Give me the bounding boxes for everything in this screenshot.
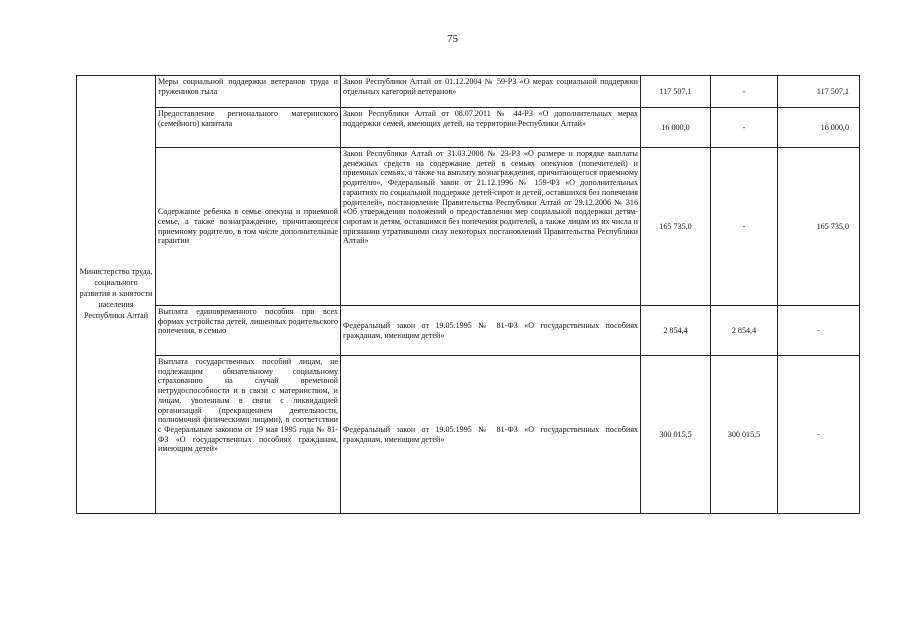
federal-cell: - <box>711 148 778 306</box>
ministry-cell <box>77 76 156 514</box>
table-row <box>77 76 860 108</box>
law-cell: Федеральный закон от 19.05.1995 № 81-ФЗ «О государственных пособиях гражданам, имеющим детей» <box>341 306 641 356</box>
budget-table <box>76 75 860 514</box>
regional-cell: - <box>778 356 860 514</box>
regional-cell: 165 735,0 <box>778 148 860 306</box>
regional-cell: - <box>778 306 860 356</box>
measure-cell: Выплата единовременного пособия при всех формах устройства детей, лишенных родительского попечения, в семью <box>156 306 341 356</box>
law-cell: Закон Республики Алтай от 08.07.2011 № 44-РЗ «О дополнительных мерах поддержки семей, имеющих детей, на территории Республики Алтай» <box>341 108 641 148</box>
total-cell: 165 735,0 <box>641 148 711 306</box>
total-cell: 2 854,4 <box>641 306 711 356</box>
law-cell: Закон Республики Алтай от 31.03.2008 № 23-РЗ «О размере и порядке выплаты денежных средств на содержание детей в семьях опекунов (попечителей) и приемных семьях, а также на выплату вознаграждения, причитающегося приемному родителю», Федеральный закон от 21.12.1996 № 159-ФЗ «О дополнительных гарантиях по социальной поддержке детей-сирот и детей, оставшихся без попечения родителей», постановление Правительства Республики Алтай от 29.12.2006 № 316 «Об утверждении положений о предоставлении мер социальной поддержки детям-сиротам и детям, оставшимся без попечения родителей, а также лицам из их числа и признании утратившими силу некоторых постановлений Правительства Республики Алтай» <box>341 148 641 306</box>
table-row <box>77 148 860 306</box>
federal-cell: 2 854,4 <box>711 306 778 356</box>
page-number: 75 <box>447 33 458 45</box>
total-cell: 16 000,0 <box>641 108 711 148</box>
federal-cell: - <box>711 108 778 148</box>
measure-cell: Предоставление регионального материнского (семейного) капитала <box>156 108 341 148</box>
table-row <box>77 306 860 356</box>
regional-cell: 16 000,0 <box>778 108 860 148</box>
table-row <box>77 356 860 514</box>
federal-cell: - <box>711 76 778 108</box>
table-row <box>77 108 860 148</box>
measure-cell: Меры социальной поддержки ветеранов труда и тружеников тыла <box>156 76 341 108</box>
regional-cell: 117 507,1 <box>778 76 860 108</box>
ministry-name: Министерство труда, социального развития и занятости населения Республики Алтай <box>79 267 153 320</box>
total-cell: 300 015,5 <box>641 356 711 514</box>
law-cell: Закон Республики Алтай от 01.12.2004 № 59-РЗ «О мерах социальной поддержки отдельных категорий ветеранов» <box>341 76 641 108</box>
law-cell: Федеральный закон от 19.05.1995 № 81-ФЗ «О государственных пособиях гражданам, имеющим детей» <box>341 356 641 514</box>
federal-cell: 300 015,5 <box>711 356 778 514</box>
total-cell: 117 507,1 <box>641 76 711 108</box>
measure-cell: Содержание ребенка в семье опекуна и приемной семье, а также вознаграждение, причитающееся приемному родителю, в том числе дополнительные гарантии <box>156 148 341 306</box>
measure-cell: Выплата государственных пособий лицам, не подлежащим обязательному социальному страхованию на случай временной нетрудоспособности и в связи с материнством, и лицам, уволенным в связи с ликвидацией организаций (прекращением деятельности, полномочий физическими лицами), в соответствии с Федеральным законом от 19 мая 1995 года № 81-ФЗ «О государственных пособиях гражданам, имеющим детей» <box>156 356 341 514</box>
